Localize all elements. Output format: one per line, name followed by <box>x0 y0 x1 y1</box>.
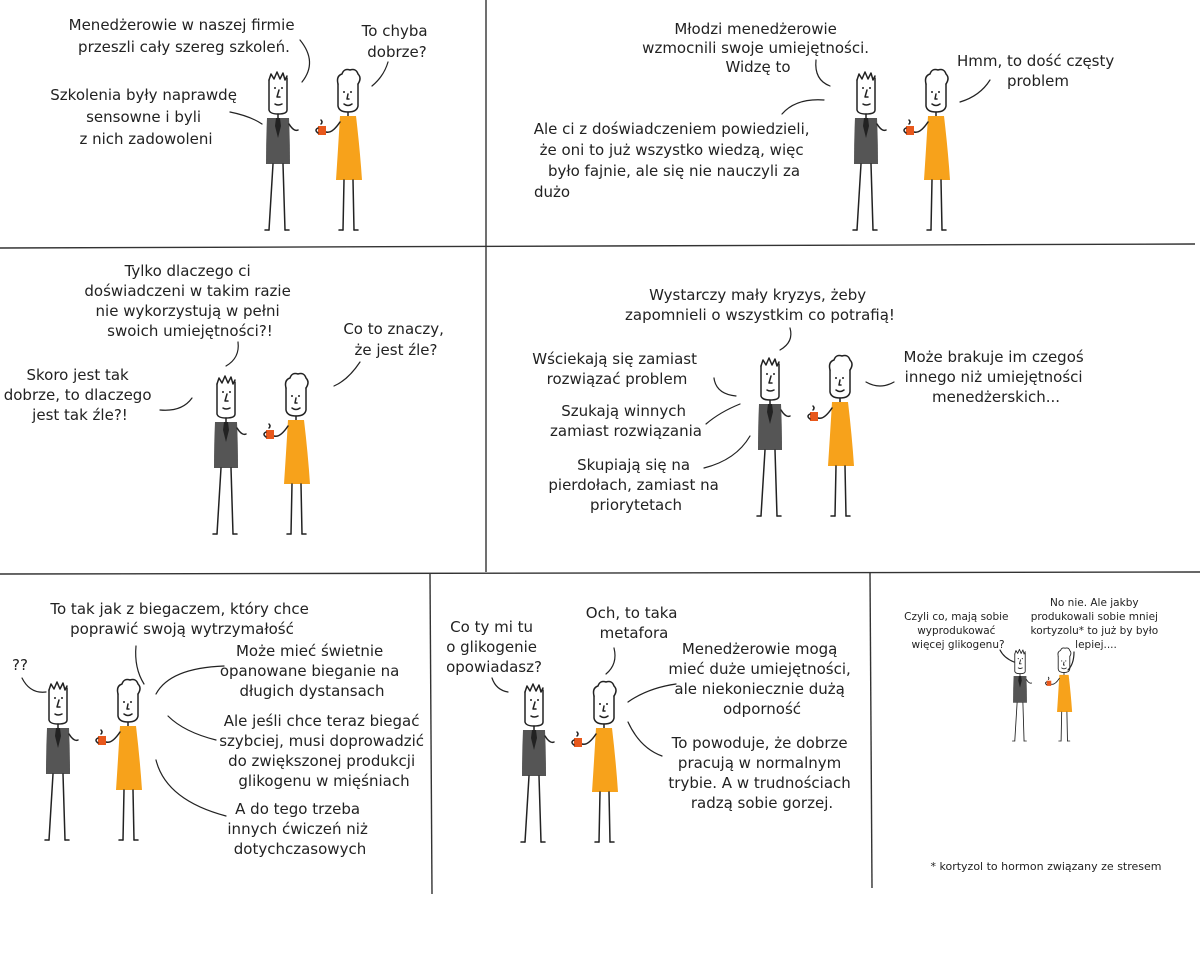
colleague-speech-normal-mode: To powoduje, że dobrze pracują w normalnym trybie. A w trudnościach radzą sobie gorzej. <box>668 734 851 812</box>
colleague-speech-resilience: Menedżerowie mogą mieć duże umiejętności, ale niekoniecznie dużą odporność <box>668 640 851 718</box>
panel-3 <box>4 262 449 534</box>
speech-tail <box>230 112 262 124</box>
speech-tail <box>780 328 791 350</box>
speech-tail <box>156 760 226 816</box>
colleague-speech-cortisol: No nie. Ale jakby produkowali sobie mniej kortyzolu* to już by było lepiej.... <box>1030 597 1159 651</box>
speech-tail <box>606 648 615 674</box>
speech-tail <box>866 382 894 386</box>
colleague-speech-glycogen: Ale jeśli chce teraz biegać szybciej, musi doprowadzić do zwiększonej produkcji glikogenu w mięśniach <box>219 712 425 790</box>
speech-tail <box>816 60 830 86</box>
colleague-figure <box>904 70 950 231</box>
speech-tail <box>160 398 192 410</box>
manager-figure <box>521 684 554 842</box>
manager-speech-angry: Wściekają się zamiast rozwiązać problem <box>532 350 697 388</box>
colleague-speech-good: To chyba dobrze? <box>361 22 428 61</box>
manager-figure <box>757 358 790 516</box>
manager-speech-glycogen: Co ty mi tu o glikogenie opowiadasz? <box>446 618 542 676</box>
footnote: * kortyzol to hormon związany ze stresem <box>930 860 1162 873</box>
speech-tail <box>960 80 990 102</box>
manager-speech-more-glycogen: Czyli co, mają sobie wyprodukować więcej glikogenu? <box>904 611 1009 651</box>
speech-tail <box>372 62 388 86</box>
manager-speech-crisis: Wystarczy mały kryzys, żeby zapomnieli o wszystkim co potrafią! <box>625 286 895 324</box>
manager-speech-young: Młodzi menedżerowie wzmocnili swoje umiejętności. Widzę to <box>642 20 870 76</box>
colleague-figure <box>1045 648 1072 741</box>
panel-2 <box>534 20 1119 230</box>
panel-7 <box>904 597 1161 873</box>
colleague-speech-lacking: Może brakuje im czegoś innego niż umiejętności menedżerskich... <box>903 348 1084 406</box>
speech-tail <box>226 342 238 366</box>
colleague-speech-exercises: A do tego trzeba innych ćwiczeń niż dotychczasowych <box>227 800 368 858</box>
manager-speech-satisfied: Szkolenia były naprawdę sensowne i byli z nich zadowoleni <box>50 86 237 148</box>
colleague-speech-meaning: Co to znaczy, że jest źle? <box>343 320 444 359</box>
manager-figure <box>853 72 886 230</box>
speech-tail <box>300 40 310 82</box>
colleague-speech-runner: To tak jak z biegaczem, który chce poprawić swoją wytrzymałość <box>50 600 309 638</box>
speech-tail <box>628 722 662 756</box>
speech-tail <box>714 378 736 396</box>
manager-figure <box>45 682 78 840</box>
manager-figure <box>265 72 298 230</box>
speech-tail <box>782 100 824 114</box>
manager-speech-bad: Skoro jest tak dobrze, to dlaczego jest tak źle?! <box>3 366 152 424</box>
colleague-figure <box>808 356 854 517</box>
speech-tail <box>628 684 676 702</box>
manager-speech-why: Tylko dlaczego ci doświadczeni w takim razie nie wykorzystują w pełni swoich umiejętności?! <box>84 262 291 340</box>
speech-tail <box>706 404 740 424</box>
colleague-speech-metaphor: Och, to taka metafora <box>585 604 678 642</box>
colleague-figure <box>264 374 310 535</box>
colleague-figure <box>316 70 362 231</box>
panel-6 <box>446 604 856 842</box>
speech-tail <box>492 678 508 692</box>
speech-tail <box>22 678 46 692</box>
speech-tail <box>136 646 144 684</box>
manager-figure <box>213 376 246 534</box>
speech-tail <box>704 436 750 468</box>
manager-speech-trivia: Skupiają się na pierdołach, zamiast na priorytetach <box>548 456 719 514</box>
speech-tail <box>334 362 360 386</box>
colleague-figure <box>96 680 142 841</box>
panel-5 <box>12 600 429 858</box>
speech-tail <box>156 666 224 694</box>
manager-speech-trainings: Menedżerowie w naszej firmie przeszli cały szereg szkoleń. <box>68 16 295 56</box>
manager-speech-experienced: Ale ci z doświadczeniem powiedzieli, że oni to już wszystko wiedzą, więc było fajnie, ale się nie nauczyli za <box>533 120 810 180</box>
manager-speech-question: ?? <box>12 656 28 674</box>
manager-speech-blame: Szukają winnych zamiast rozwiązania <box>550 402 702 440</box>
manager-speech-experienced-end: dużo <box>534 183 571 201</box>
manager-figure <box>1012 649 1031 741</box>
colleague-figure <box>572 682 618 843</box>
speech-tail <box>168 716 216 740</box>
panel-4 <box>532 286 1088 516</box>
panel-1 <box>50 16 432 230</box>
colleague-speech-long-distance: Może mieć świetnie opanowane bieganie na długich dystansach <box>219 642 400 700</box>
speech-tail <box>1000 650 1014 662</box>
colleague-speech-common: Hmm, to dość częsty problem <box>956 52 1115 90</box>
